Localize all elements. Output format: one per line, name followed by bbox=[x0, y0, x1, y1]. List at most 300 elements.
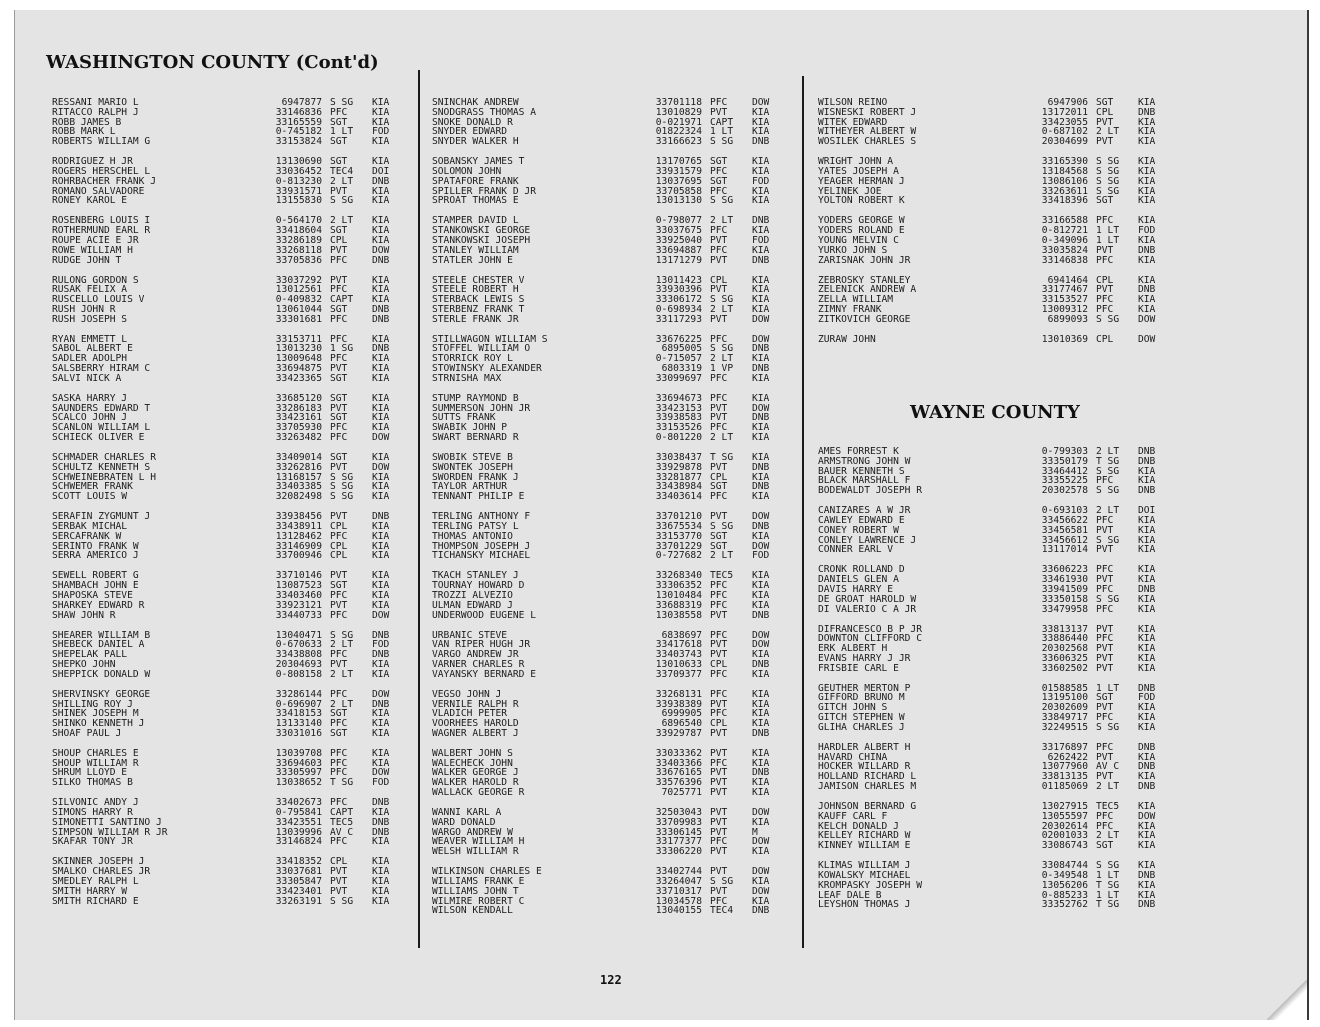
casualty-row bbox=[52, 157, 404, 167]
rank: PVT bbox=[1096, 285, 1114, 296]
casualty-status: DOW bbox=[752, 808, 770, 818]
serial-number: 33177377 bbox=[655, 837, 702, 848]
entry-group bbox=[432, 216, 784, 265]
casualty-row bbox=[432, 246, 784, 256]
rank: PFC bbox=[330, 758, 348, 769]
rank: SGT bbox=[330, 413, 348, 424]
casualty-row bbox=[818, 871, 1170, 881]
serial-number: 33694887 bbox=[655, 245, 702, 256]
serial-number: 33153527 bbox=[1041, 295, 1088, 305]
casualty-name: JOHNSON BERNARD G bbox=[818, 802, 917, 812]
rank: PVT bbox=[710, 768, 728, 779]
serial-number: 33264047 bbox=[655, 877, 702, 887]
serial-number: 33306220 bbox=[655, 847, 702, 858]
casualty-name: HOLLAND RICHARD L bbox=[818, 772, 917, 783]
entry-group bbox=[52, 749, 404, 788]
rank: PFC bbox=[710, 98, 728, 108]
entry-group bbox=[432, 631, 784, 680]
casualty-row bbox=[432, 127, 784, 137]
casualty-row bbox=[52, 344, 404, 354]
casualty-name: STATLER JOHN E bbox=[432, 255, 513, 266]
casualty-status: M bbox=[752, 827, 758, 838]
serial-number: 33685120 bbox=[275, 393, 322, 404]
casualty-status: KIA bbox=[1138, 98, 1156, 108]
casualty-name: WISNESKI ROBERT J bbox=[818, 107, 917, 118]
entry-group bbox=[52, 857, 404, 906]
casualty-name: SCHIECK OLIVER E bbox=[52, 433, 145, 443]
casualty-row bbox=[818, 762, 1170, 772]
casualty-status: KIA bbox=[752, 117, 770, 128]
casualty-name: URBANIC STEVE bbox=[432, 630, 508, 641]
serial-number: 33268131 bbox=[655, 689, 702, 700]
wayne-county-column bbox=[818, 447, 1170, 920]
casualty-row bbox=[818, 575, 1170, 585]
casualty-name: HOCKER WILLARD R bbox=[818, 762, 911, 773]
serial-number: 20302578 bbox=[1041, 486, 1088, 496]
casualty-name: RYAN EMMETT L bbox=[52, 334, 128, 345]
casualty-row bbox=[818, 565, 1170, 575]
entry-group bbox=[52, 216, 404, 265]
rank: PVT bbox=[710, 827, 728, 838]
serial-number: 0-349096 bbox=[1041, 235, 1088, 246]
entry-group bbox=[52, 571, 404, 620]
casualty-status: KIA bbox=[372, 423, 390, 434]
casualty-row bbox=[52, 601, 404, 611]
rank: S SG bbox=[710, 137, 734, 147]
rank: TEC5 bbox=[710, 571, 734, 582]
casualty-name: SHAMBACH JOHN E bbox=[52, 581, 139, 591]
casualty-name: VAN RIPER HUGH JR bbox=[432, 640, 531, 651]
casualty-row bbox=[52, 108, 404, 118]
casualty-row bbox=[432, 492, 784, 502]
casualty-status: KIA bbox=[752, 492, 770, 503]
rank: AV C bbox=[330, 827, 354, 838]
casualty-row bbox=[432, 423, 784, 433]
casualty-row bbox=[52, 276, 404, 286]
casualty-name: STERBENZ FRANK T bbox=[432, 304, 525, 315]
casualty-status: DOI bbox=[1138, 506, 1156, 516]
casualty-row bbox=[818, 595, 1170, 605]
entry-group bbox=[432, 749, 784, 798]
casualty-row bbox=[432, 700, 784, 710]
casualty-row bbox=[818, 476, 1170, 486]
casualty-row bbox=[432, 581, 784, 591]
entry-group bbox=[432, 867, 784, 916]
casualty-row bbox=[432, 354, 784, 364]
serial-number: 33418604 bbox=[275, 226, 322, 236]
casualty-name: ZEBROSKY STANLEY bbox=[818, 275, 911, 286]
rank: PFC bbox=[1096, 742, 1114, 753]
rank: 1 LT bbox=[710, 127, 734, 138]
serial-number: 33086743 bbox=[1041, 841, 1088, 852]
casualty-name: SIMONS HARRY R bbox=[52, 808, 133, 818]
casualty-name: TENNANT PHILIP E bbox=[432, 492, 525, 503]
casualty-status: KIA bbox=[372, 719, 390, 729]
rank: PFC bbox=[1096, 811, 1114, 822]
casualty-name: HAVARD CHINA bbox=[818, 752, 888, 763]
casualty-status: FOD bbox=[1138, 226, 1156, 236]
casualty-name: SNYDER WALKER H bbox=[432, 137, 519, 147]
rank: PVT bbox=[1096, 663, 1114, 674]
casualty-row bbox=[818, 516, 1170, 526]
casualty-status: KIA bbox=[752, 600, 770, 611]
casualty-status: DNB bbox=[752, 216, 770, 227]
casualty-status: KIA bbox=[372, 226, 390, 236]
rank: TEC5 bbox=[330, 817, 354, 828]
casualty-status: KIA bbox=[1138, 275, 1156, 286]
casualty-row bbox=[52, 196, 404, 206]
casualty-name: SHINKO KENNETH J bbox=[52, 719, 145, 729]
casualty-row bbox=[52, 887, 404, 897]
casualty-column-3 bbox=[818, 98, 1170, 355]
column-divider-left bbox=[418, 70, 420, 948]
casualty-row bbox=[818, 625, 1170, 635]
casualty-name: RITACCO RALPH J bbox=[52, 107, 139, 118]
casualty-name: WILSON KENDALL bbox=[432, 906, 513, 917]
rank: PVT bbox=[1096, 545, 1114, 556]
casualty-row bbox=[432, 640, 784, 650]
casualty-status: DNB bbox=[372, 699, 390, 710]
rank: SGT bbox=[330, 728, 348, 739]
casualty-name: WRIGHT JOHN A bbox=[818, 157, 894, 167]
rank: PVT bbox=[330, 600, 348, 611]
casualty-name: JAMISON CHARLES M bbox=[818, 782, 917, 792]
casualty-name: SWONTEK JOSEPH bbox=[432, 462, 513, 473]
serial-number: 33931571 bbox=[275, 186, 322, 197]
casualty-status: KIA bbox=[372, 117, 390, 128]
casualty-name: STRNISHA MAX bbox=[432, 373, 502, 384]
serial-number: 33929878 bbox=[655, 462, 702, 473]
serial-number: 33117293 bbox=[655, 314, 702, 325]
rank: SGT bbox=[330, 117, 348, 128]
casualty-name: SILKO THOMAS B bbox=[52, 778, 133, 789]
casualty-row bbox=[52, 127, 404, 137]
casualty-status: KIA bbox=[1138, 644, 1156, 654]
rank: PVT bbox=[330, 275, 348, 286]
casualty-row bbox=[432, 778, 784, 788]
casualty-row bbox=[432, 98, 784, 108]
casualty-name: SHEPELAK PALL bbox=[52, 650, 128, 660]
casualty-status: DNB bbox=[1138, 107, 1156, 118]
rank: SGT bbox=[1096, 693, 1114, 704]
casualty-name: SHOUP WILLIAM R bbox=[52, 758, 139, 769]
casualty-row bbox=[818, 782, 1170, 792]
casualty-status: KIA bbox=[1138, 235, 1156, 246]
casualty-row bbox=[818, 226, 1170, 236]
entry-group bbox=[818, 802, 1170, 851]
serial-number: 33153824 bbox=[275, 137, 322, 147]
casualty-name: STEELE ROBERT H bbox=[432, 285, 519, 296]
casualty-row bbox=[432, 897, 784, 907]
casualty-name: SMITH RICHARD E bbox=[52, 896, 139, 907]
rank: SGT bbox=[1096, 196, 1114, 207]
casualty-status: DNB bbox=[372, 176, 390, 187]
casualty-row bbox=[818, 703, 1170, 713]
casualty-name: SIMONETTI SANTINO J bbox=[52, 817, 162, 828]
casualty-name: CANIZARES A W JR bbox=[818, 506, 911, 516]
entry-group bbox=[432, 512, 784, 561]
casualty-row bbox=[432, 522, 784, 532]
rank: PVT bbox=[710, 650, 728, 660]
entry-group bbox=[52, 394, 404, 443]
casualty-name: CONLEY LAWRENCE J bbox=[818, 535, 917, 546]
rank: PFC bbox=[1096, 565, 1114, 576]
serial-number: 13077960 bbox=[1041, 762, 1088, 773]
rank: 1 LT bbox=[1096, 890, 1120, 901]
casualty-status: KIA bbox=[752, 373, 770, 384]
casualty-name: ROBB MARK L bbox=[52, 127, 116, 138]
rank: S SG bbox=[1096, 176, 1120, 187]
casualty-status: KIA bbox=[372, 590, 390, 601]
casualty-name: VERNILE RALPH R bbox=[432, 699, 519, 710]
serial-number: 33306352 bbox=[655, 581, 702, 591]
serial-number: 33694673 bbox=[655, 393, 702, 404]
casualty-row bbox=[52, 246, 404, 256]
serial-number: 13038652 bbox=[275, 778, 322, 789]
casualty-status: KIA bbox=[1138, 216, 1156, 227]
casualty-name: ROMANO SALVADORE bbox=[52, 186, 145, 197]
rank: SGT bbox=[330, 157, 348, 167]
rank: PFC bbox=[1096, 515, 1114, 526]
casualty-row bbox=[818, 585, 1170, 595]
casualty-name: ERK ALBERT H bbox=[818, 644, 888, 654]
entry-group bbox=[818, 861, 1170, 910]
entry-group bbox=[52, 98, 404, 147]
casualty-name: SCHULTZ KENNETH S bbox=[52, 462, 151, 473]
casualty-name: RULONG GORDON S bbox=[52, 275, 139, 286]
entry-group bbox=[432, 276, 784, 325]
serial-number: 33418396 bbox=[1041, 196, 1088, 207]
casualty-name: ROWE WILLIAM H bbox=[52, 245, 133, 256]
casualty-row bbox=[432, 256, 784, 266]
serial-number: 13171279 bbox=[655, 255, 702, 266]
serial-number: 33418352 bbox=[275, 857, 322, 868]
casualty-column-1 bbox=[52, 98, 404, 917]
casualty-row bbox=[52, 640, 404, 650]
serial-number: 33417618 bbox=[655, 640, 702, 651]
casualty-name: ZURAW JOHN bbox=[818, 334, 876, 345]
casualty-status: KIA bbox=[1138, 166, 1156, 177]
casualty-status: KIA bbox=[752, 669, 770, 680]
rank: PVT bbox=[330, 571, 348, 582]
serial-number: 13038558 bbox=[655, 610, 702, 621]
entry-group bbox=[818, 276, 1170, 325]
casualty-row bbox=[432, 631, 784, 641]
casualty-name: RUSH JOHN R bbox=[52, 304, 116, 315]
entry-group bbox=[432, 157, 784, 206]
serial-number: 13009312 bbox=[1041, 304, 1088, 315]
casualty-row bbox=[52, 394, 404, 404]
casualty-row bbox=[818, 246, 1170, 256]
casualty-name: TERLING ANTHONY F bbox=[432, 512, 531, 522]
serial-number: 33886440 bbox=[1041, 634, 1088, 645]
serial-number: 33701229 bbox=[655, 541, 702, 552]
rank: T SG bbox=[1096, 456, 1120, 467]
entry-group bbox=[52, 631, 404, 680]
rank: PVT bbox=[710, 867, 728, 878]
casualty-status: KIA bbox=[1138, 137, 1156, 147]
casualty-row bbox=[432, 295, 784, 305]
casualty-status: KIA bbox=[1138, 880, 1156, 891]
casualty-name: ROHRBACHER FRANK J bbox=[52, 176, 156, 187]
casualty-status: KIA bbox=[752, 650, 770, 660]
casualty-row bbox=[818, 900, 1170, 910]
serial-number: 33153526 bbox=[655, 423, 702, 434]
casualty-status: DNB bbox=[752, 255, 770, 266]
casualty-row bbox=[52, 335, 404, 345]
rank: PFC bbox=[330, 837, 348, 848]
casualty-row bbox=[432, 818, 784, 828]
casualty-name: ROTHERMUND EARL R bbox=[52, 226, 151, 236]
page-number: 122 bbox=[600, 973, 622, 987]
rank: SGT bbox=[330, 393, 348, 404]
casualty-status: DOW bbox=[372, 768, 390, 779]
serial-number: 6896540 bbox=[661, 719, 702, 729]
serial-number: 33709983 bbox=[655, 817, 702, 828]
casualty-row bbox=[432, 305, 784, 315]
casualty-status: KIA bbox=[752, 245, 770, 256]
casualty-status: KIA bbox=[372, 157, 390, 167]
casualty-row bbox=[52, 423, 404, 433]
casualty-row bbox=[52, 167, 404, 177]
casualty-status: KIA bbox=[372, 275, 390, 286]
serial-number: 33602502 bbox=[1041, 663, 1088, 674]
casualty-status: DNB bbox=[1138, 900, 1156, 911]
casualty-row bbox=[818, 822, 1170, 832]
casualty-row bbox=[818, 256, 1170, 266]
rank: AV C bbox=[1096, 762, 1120, 773]
casualty-name: VARGO ANDREW JR bbox=[432, 650, 519, 660]
serial-number: 13170765 bbox=[655, 157, 702, 167]
casualty-row bbox=[52, 216, 404, 226]
rank: PFC bbox=[1096, 584, 1114, 595]
serial-number: 33176897 bbox=[1041, 742, 1088, 753]
rank: CPL bbox=[710, 719, 728, 729]
casualty-status: KIA bbox=[372, 867, 390, 878]
casualty-status: FOD bbox=[372, 127, 390, 138]
casualty-status: DNB bbox=[372, 255, 390, 266]
casualty-name: SILVONIC ANDY J bbox=[52, 798, 139, 809]
casualty-status: DNB bbox=[752, 522, 770, 532]
casualty-name: THOMPSON JOSEPH J bbox=[432, 541, 531, 552]
casualty-name: SERBAK MICHAL bbox=[52, 522, 128, 532]
casualty-name: YOUNG MELVIN C bbox=[818, 235, 899, 246]
rank: SGT bbox=[710, 157, 728, 167]
casualty-name: GITCH JOHN S bbox=[818, 703, 888, 714]
casualty-row bbox=[818, 467, 1170, 477]
casualty-name: SHRUM LLOYD E bbox=[52, 768, 128, 779]
casualty-status: DOW bbox=[752, 640, 770, 651]
casualty-status: DOW bbox=[372, 610, 390, 621]
casualty-row bbox=[818, 891, 1170, 901]
page-corner-curl bbox=[1267, 980, 1307, 1020]
rank: PVT bbox=[1096, 653, 1114, 664]
serial-number: 13133140 bbox=[275, 719, 322, 729]
casualty-row bbox=[818, 127, 1170, 137]
rank: PFC bbox=[330, 255, 348, 266]
casualty-row bbox=[818, 177, 1170, 187]
casualty-status: KIA bbox=[1138, 653, 1156, 664]
casualty-row bbox=[432, 542, 784, 552]
serial-number: 13039708 bbox=[275, 748, 322, 759]
rank: S SG bbox=[1096, 186, 1120, 197]
rank: PFC bbox=[710, 581, 728, 591]
casualty-status: KIA bbox=[752, 157, 770, 167]
serial-number: 33606223 bbox=[1041, 565, 1088, 576]
casualty-name: ROUPE ACIE E JR bbox=[52, 235, 139, 246]
serial-number: 0-409832 bbox=[275, 295, 322, 305]
serial-number: 33423153 bbox=[655, 403, 702, 414]
casualty-name: SHAW JOHN R bbox=[52, 610, 116, 621]
casualty-name: ROGERS HERSCHEL L bbox=[52, 166, 151, 177]
rank: S SG bbox=[710, 522, 734, 532]
casualty-name: CAWLEY EDWARD E bbox=[818, 515, 905, 526]
entry-group bbox=[818, 447, 1170, 496]
casualty-row bbox=[52, 778, 404, 788]
serial-number: 33701210 bbox=[655, 512, 702, 522]
casualty-status: KIA bbox=[372, 600, 390, 611]
casualty-row bbox=[52, 690, 404, 700]
rank: PFC bbox=[330, 107, 348, 118]
casualty-row bbox=[818, 545, 1170, 555]
casualty-status: KIA bbox=[752, 571, 770, 582]
casualty-status: DNB bbox=[1138, 782, 1156, 792]
casualty-row bbox=[432, 670, 784, 680]
casualty-status: DNB bbox=[372, 827, 390, 838]
serial-number: 33409014 bbox=[275, 453, 322, 463]
rank: PFC bbox=[1096, 604, 1114, 615]
rank: 1 SG bbox=[330, 344, 354, 355]
rank: PFC bbox=[710, 423, 728, 434]
rank: PVT bbox=[1096, 772, 1114, 783]
casualty-status: KIA bbox=[1138, 861, 1156, 871]
casualty-row bbox=[52, 295, 404, 305]
casualty-name: GLIHA CHARLES J bbox=[818, 722, 905, 733]
casualty-name: SNOKE DONALD R bbox=[432, 117, 513, 128]
rank: PVT bbox=[1096, 117, 1114, 128]
casualty-status: KIA bbox=[752, 472, 770, 483]
rank: S SG bbox=[330, 492, 354, 503]
casualty-name: UNDERWOOD EUGENE L bbox=[432, 610, 536, 621]
casualty-status: KIA bbox=[372, 886, 390, 897]
casualty-row bbox=[432, 196, 784, 206]
casualty-status: DNB bbox=[1138, 447, 1156, 457]
casualty-row bbox=[818, 881, 1170, 891]
casualty-row bbox=[432, 364, 784, 374]
casualty-name: SHEPPICK DONALD W bbox=[52, 669, 151, 680]
serial-number: 6895005 bbox=[661, 344, 702, 355]
serial-number: 33038437 bbox=[655, 453, 702, 463]
serial-number: 0-687102 bbox=[1041, 127, 1088, 138]
casualty-status: KIA bbox=[1138, 304, 1156, 315]
casualty-status: DNB bbox=[1138, 742, 1156, 753]
casualty-status: KIA bbox=[372, 669, 390, 680]
entry-group bbox=[432, 690, 784, 739]
casualty-name: STOFFEL WILLIAM O bbox=[432, 344, 531, 355]
casualty-name: SMEDLEY RALPH L bbox=[52, 877, 139, 887]
casualty-name: KOWALSKY MICHAEL bbox=[818, 871, 911, 881]
casualty-name: KAUFF CARL F bbox=[818, 811, 888, 822]
serial-number: 6838697 bbox=[661, 630, 702, 641]
casualty-status: KIA bbox=[372, 196, 390, 207]
casualty-row bbox=[818, 216, 1170, 226]
rank: S SG bbox=[330, 472, 354, 483]
casualty-row bbox=[52, 709, 404, 719]
casualty-row bbox=[52, 749, 404, 759]
entry-group bbox=[52, 512, 404, 561]
casualty-name: SWOBIK STEVE B bbox=[432, 453, 513, 463]
rank: PFC bbox=[1096, 821, 1114, 832]
